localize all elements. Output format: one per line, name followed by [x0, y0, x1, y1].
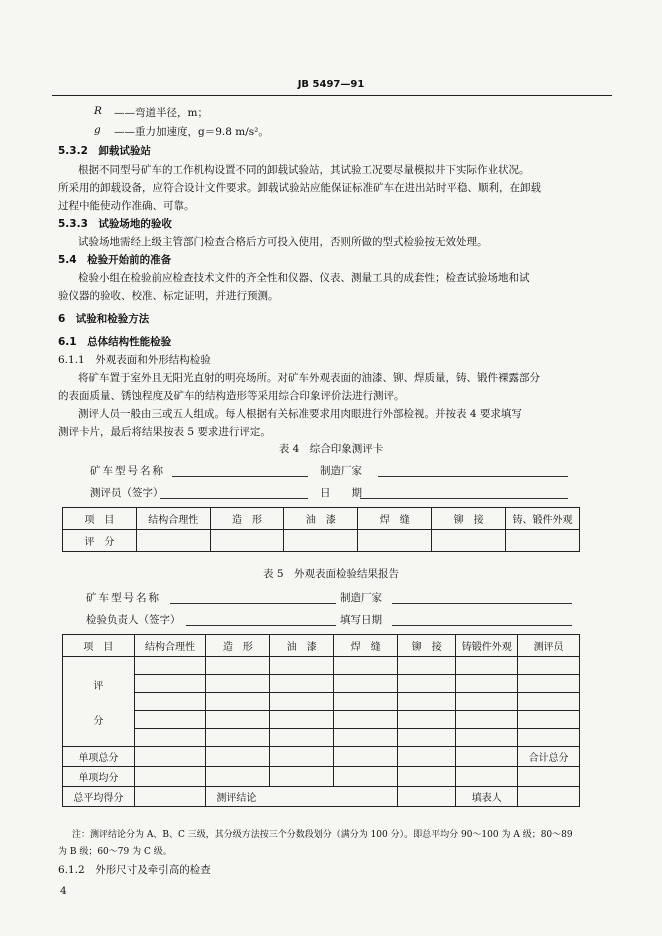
table-5-cell[interactable] [206, 675, 270, 693]
table-5-cell[interactable] [134, 675, 206, 693]
table-5-cell[interactable] [518, 693, 580, 711]
note-line-1: 注：测评结论分为 A、B、C 三级，其分级方法按三个分数段划分（满分为 100 分）。即总平均分 90～100 为 A 级；80～89 [72, 830, 573, 840]
table-5-cell[interactable] [334, 767, 398, 787]
table-5-cell[interactable] [206, 657, 270, 675]
table-5-maker-label: 制造厂家 [340, 592, 382, 604]
table-5-cell[interactable] [134, 657, 206, 675]
table-5-header-row [63, 635, 580, 657]
table-4-score-cell[interactable] [210, 530, 284, 552]
table-5-cell[interactable] [334, 711, 398, 729]
table-5-col-header: 焊 缝 [334, 635, 398, 657]
table-4-caption: 表 4 综合印象测评卡 [278, 443, 384, 455]
table-5-cell[interactable] [206, 693, 270, 711]
table-5-cell[interactable] [456, 729, 518, 747]
table-5-filled-by-value[interactable] [518, 787, 580, 807]
table-5-score-label-2: 分 [93, 715, 104, 727]
table-5-cell[interactable] [518, 657, 580, 675]
table-5-cell[interactable] [334, 729, 398, 747]
table-4-col-header: 油 漆 [284, 508, 358, 530]
table-5-model-label: 矿车型号名称 [86, 592, 161, 604]
table-5-cell[interactable] [518, 711, 580, 729]
document-code: JB 5497—91 [297, 79, 365, 90]
table-5-cell[interactable] [270, 675, 334, 693]
section-5-3-2-body-3: 过程中能使动作准确、可靠。 [58, 200, 195, 212]
table-5-cell[interactable] [134, 747, 206, 767]
table-5-col-header: 测评员 [518, 635, 580, 657]
table-4-col-header: 焊 缝 [358, 508, 432, 530]
table-5-sum-total-label: 合计总分 [518, 747, 580, 767]
table-5-col-header: 项 目 [63, 635, 135, 657]
table-4-score-cell[interactable] [432, 530, 506, 552]
var-symbol-g: g [94, 124, 101, 136]
table-5-final-row [63, 787, 580, 807]
table-5-cell[interactable] [398, 657, 456, 675]
table-5-leader-label: 检验负责人（签字） [86, 614, 181, 626]
table-4-header-row [63, 508, 580, 530]
table-5-score-row [63, 693, 580, 711]
section-6-1-1-body-3: 测评人员一般由三或五人组成。每人根据有关标准要求用肉眼进行外部检视。并按表 4 要求填写 [78, 408, 522, 420]
table-5-cell[interactable] [134, 729, 206, 747]
table-4-col-header: 铸、锻件外观 [506, 508, 580, 530]
table-5-conclusion-value[interactable] [398, 787, 456, 807]
table-5-score-row [63, 657, 580, 675]
table-5-cell[interactable] [270, 711, 334, 729]
table-5-cell[interactable] [334, 747, 398, 767]
table-4-date-label: 日 期 [320, 487, 362, 499]
section-5-3-2-body-1: 根据不同型号矿车的工作机构设置不同的卸载试验站，其试验工况要尽量模拟井下实际作业状况。 [78, 164, 530, 176]
section-5-3-2-body-2: 所采用的卸载设备，应符合设计文件要求。卸载试验站应能保证标准矿车在进出站时平稳、顺利，在卸载 [58, 182, 541, 194]
table-5-item-avg-row [63, 767, 580, 787]
page-number: 4 [60, 885, 67, 897]
table-5-col-header: 造 形 [206, 635, 270, 657]
table-4-evaluator-label: 测评员（签字） [90, 487, 164, 499]
table-5-cell[interactable] [518, 767, 580, 787]
table-4-score-cell[interactable] [136, 530, 210, 552]
table-5-cell[interactable] [456, 657, 518, 675]
table-5-item-total-row [63, 747, 580, 767]
table-5-cell[interactable] [270, 657, 334, 675]
table-5-total-avg-value[interactable] [134, 787, 206, 807]
table-4-col-header: 结构合理性 [136, 508, 210, 530]
table-5-cell[interactable] [456, 675, 518, 693]
table-5-cell[interactable] [270, 693, 334, 711]
table-5-score-row [63, 711, 580, 729]
section-5-4-body-2: 验仪器的验收、校准、标定证明，并进行预测。 [58, 290, 279, 302]
table-5-score-label [63, 657, 135, 747]
table-5-cell[interactable] [270, 747, 334, 767]
section-5-3-3-body: 试验场地需经上级主管部门检查合格后方可投入使用，否则所做的型式检验按无效处理。 [78, 236, 488, 248]
table-5-cell[interactable] [134, 711, 206, 729]
section-6-heading: 6 试验和检验方法 [58, 313, 150, 325]
table-5-cell[interactable] [206, 711, 270, 729]
table-5 [62, 634, 580, 807]
table-4 [62, 507, 580, 552]
table-5-fill-date-label: 填写日期 [340, 614, 382, 626]
table-5-item-avg-label: 单项均分 [63, 767, 135, 787]
table-4-score-cell[interactable] [506, 530, 580, 552]
table-5-cell[interactable] [398, 729, 456, 747]
section-6-1-1-body-1: 将矿车置于室外且无阳光直射的明亮场所。对矿车外观表面的油漆、铆、焊质量，铸、锻件裸露部分 [78, 372, 540, 384]
var-symbol-R: R [94, 105, 102, 117]
table-4-model-field[interactable] [172, 476, 308, 477]
section-5-4-heading: 5.4 检验开始前的准备 [58, 254, 172, 266]
header-rule [52, 95, 612, 96]
table-4-evaluator-field[interactable] [160, 498, 308, 499]
table-5-cell[interactable] [134, 693, 206, 711]
table-5-cell[interactable] [334, 693, 398, 711]
table-5-cell[interactable] [456, 747, 518, 767]
section-6-1-2-heading: 6.1.2 外形尺寸及牵引高的检查 [58, 864, 211, 876]
table-4-score-cell[interactable] [358, 530, 432, 552]
table-5-col-header: 结构合理性 [134, 635, 206, 657]
table-4-date-field[interactable] [360, 498, 568, 499]
table-4-col-header: 铆 接 [432, 508, 506, 530]
section-5-3-2-heading: 5.3.2 卸载试验站 [58, 145, 151, 157]
table-5-cell[interactable] [134, 767, 206, 787]
table-4-col-header: 造 形 [210, 508, 284, 530]
var-desc-R: ——弯道半径，m； [114, 107, 208, 119]
table-4-col-header: 项 目 [63, 508, 137, 530]
table-4-maker-label: 制造厂家 [320, 465, 362, 477]
table-4-model-label: 矿车型号名称 [90, 465, 165, 477]
table-5-col-header: 油 漆 [270, 635, 334, 657]
table-4-maker-field[interactable] [378, 476, 568, 477]
table-5-cell[interactable] [518, 729, 580, 747]
table-5-cell[interactable] [456, 767, 518, 787]
section-5-4-body-1: 检验小组在检验前应检查技术文件的齐全性和仪器、仪表、测量工具的成套性；检查试验场地和试 [78, 272, 530, 284]
table-5-cell[interactable] [456, 693, 518, 711]
table-5-cell[interactable] [334, 675, 398, 693]
table-5-score-row [63, 675, 580, 693]
note-line-2: 为 B 级；60～79 为 C 级。 [58, 847, 172, 857]
table-5-cell[interactable] [270, 729, 334, 747]
table-4-score-cell[interactable] [284, 530, 358, 552]
table-5-total-avg-label: 总平均得分 [63, 787, 135, 807]
table-5-conclusion-label: 测评结论 [206, 787, 398, 807]
table-5-model-field[interactable] [170, 603, 336, 604]
table-5-cell[interactable] [398, 675, 456, 693]
table-5-cell[interactable] [206, 729, 270, 747]
table-4-score-label: 评 分 [63, 530, 137, 552]
table-5-col-header: 铸锻件外观 [456, 635, 518, 657]
table-5-fill-date-field[interactable] [392, 625, 572, 626]
table-5-score-label-1: 评 [93, 680, 104, 692]
table-5-item-total-label: 单项总分 [63, 747, 135, 767]
table-5-cell[interactable] [270, 767, 334, 787]
table-5-cell[interactable] [398, 747, 456, 767]
section-6-1-heading: 6.1 总体结构性能检验 [58, 336, 172, 348]
section-5-3-3-heading: 5.3.3 试验场地的验收 [58, 218, 172, 230]
section-6-1-1-body-4: 测评卡片，最后将结果按表 5 要求进行评定。 [58, 426, 271, 438]
section-6-1-1-body-2: 的表面质量、锈蚀程度及矿车的结构造形等采用综合印象评价法进行测评。 [58, 390, 405, 402]
table-5-col-header: 铆 接 [398, 635, 456, 657]
table-5-leader-field[interactable] [186, 625, 336, 626]
table-5-filled-by-label: 填表人 [456, 787, 518, 807]
table-5-cell[interactable] [398, 711, 456, 729]
table-5-maker-field[interactable] [392, 603, 572, 604]
table-5-cell[interactable] [398, 693, 456, 711]
var-desc-g: ——重力加速度，g＝9.8 m/s²。 [114, 126, 269, 138]
table-5-cell[interactable] [206, 767, 270, 787]
table-5-score-row [63, 729, 580, 747]
table-4-score-row [63, 530, 580, 552]
table-5-cell[interactable] [334, 657, 398, 675]
table-5-cell[interactable] [398, 767, 456, 787]
table-5-cell[interactable] [456, 711, 518, 729]
table-5-caption: 表 5 外观表面检验结果报告 [262, 568, 400, 580]
table-5-cell[interactable] [518, 675, 580, 693]
table-5-cell[interactable] [206, 747, 270, 767]
section-6-1-1-heading: 6.1.1 外观表面和外形结构检验 [58, 354, 211, 366]
